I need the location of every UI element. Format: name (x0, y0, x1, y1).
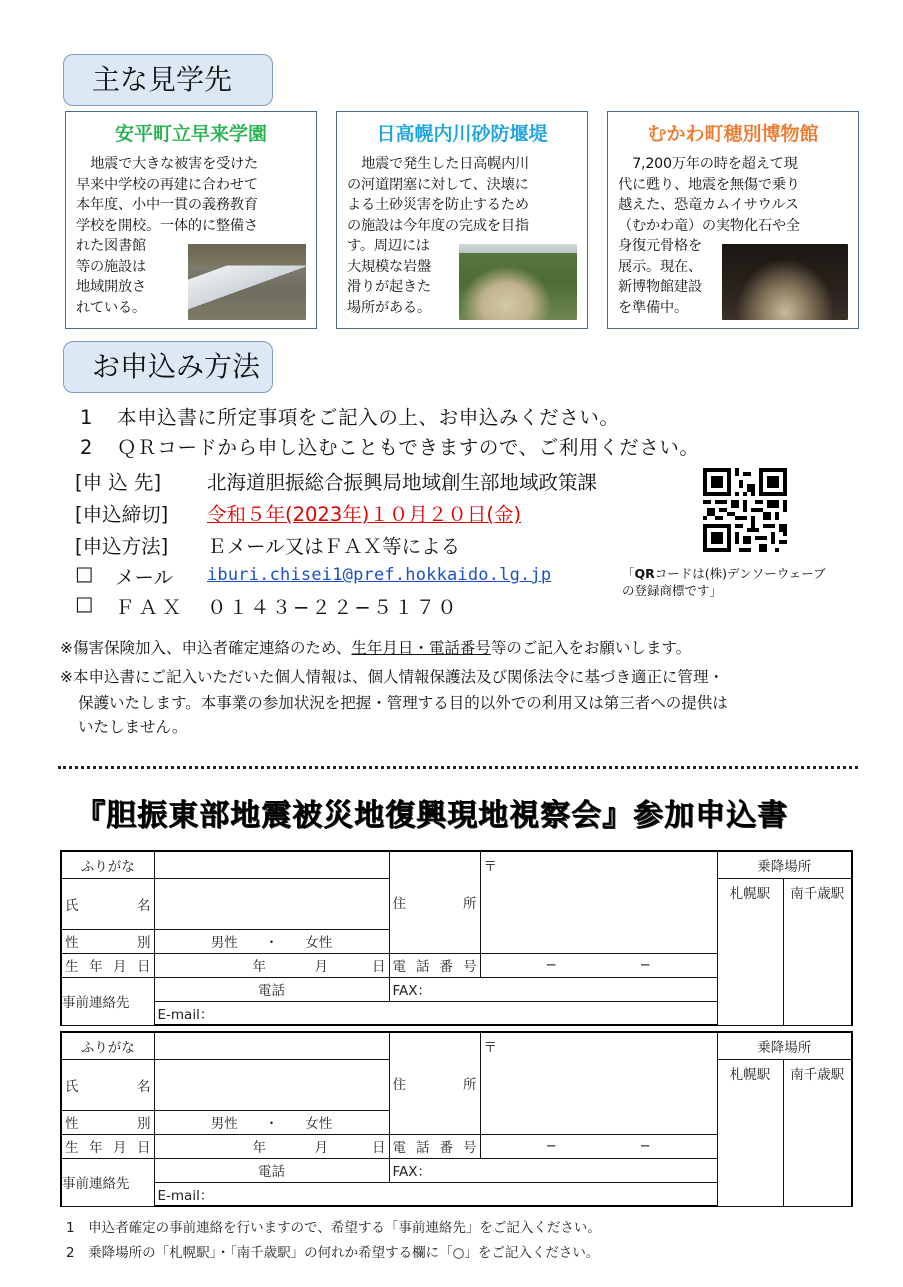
river-landslide-aerial-photo (459, 244, 577, 320)
address-input[interactable] (480, 1032, 717, 1134)
birthdate-label: 生 年 月 日 (61, 1134, 154, 1158)
postal-mark: 〒 (483, 859, 497, 875)
form-title: 『胆振東部地震被災地復興現地視察会』参加申込書 (75, 798, 788, 833)
qr-code-icon[interactable] (703, 468, 787, 552)
text-line: 地域開放さ (76, 279, 146, 295)
apply-step-1: 1 本申込書に所定事項をご記入の上、お申込みください。 (80, 406, 620, 429)
phone-input[interactable]: − − (480, 1134, 717, 1158)
method-value: Ｅメール又はＦＡＸ等による (207, 535, 461, 558)
text-line: れている。 (76, 299, 146, 316)
text-line: 地震で大きな被害を受けた (90, 156, 259, 172)
text-line: 代に甦り、地震を無傷で乗り (618, 176, 800, 193)
site-title: むかわ町穂別博物館 (647, 123, 819, 145)
boarding-header: 乗降場所 (717, 851, 852, 878)
note-insurance: ※傷害保険加入、申込者確定連絡のため、生年月日・電話番号等のご記入をお願いします。 (60, 639, 692, 657)
boarding-minamichitose[interactable]: 南千歳駅 (783, 878, 852, 1025)
text-line: よる土砂災害を防止するため (347, 197, 529, 213)
boarding-sapporo[interactable]: 札幌駅 (717, 1059, 783, 1206)
contact-email[interactable]: E-mail： (154, 1001, 717, 1025)
gender-options[interactable]: 男性 ・ 女性 (154, 1110, 389, 1134)
fax-checkbox[interactable]: □ (75, 592, 94, 615)
email-link[interactable]: iburi.chisei1@pref.hokkaido.lg.jp (207, 565, 552, 585)
application-form-entry-1 (60, 850, 853, 1026)
furigana-label: ふりがな (61, 851, 154, 878)
address-label: 住 所 (389, 851, 480, 953)
name-input[interactable] (154, 878, 389, 929)
deadline-row: [申込締切] 令和５年(2023年)１０月２０日(金) (75, 499, 521, 527)
birthdate-label: 生 年 月 日 (61, 953, 154, 977)
contact-fax[interactable]: FAX： (389, 1158, 717, 1182)
furigana-input[interactable] (154, 1032, 389, 1059)
qr-trademark-note: 「QRコードは(株)デンソーウェーブ の登録商標です」 (622, 566, 826, 598)
name-label: 氏 名 (61, 878, 154, 929)
gender-label: 性 別 (61, 1110, 154, 1134)
destination-row: [申 込 先] 北海道胆振総合振興局地域創生部地域政策課 (75, 467, 597, 495)
application-form-entry-2 (60, 1031, 853, 1207)
deadline-value: 令和５年(2023年)１０月２０日(金) (207, 503, 522, 526)
birthdate-input[interactable]: 年 月 日 (154, 1134, 389, 1158)
gender-label: 性 別 (61, 929, 154, 953)
text-line: 身復元骨格を (618, 238, 702, 254)
address-input[interactable] (480, 851, 717, 953)
mail-checkbox[interactable]: □ (75, 562, 94, 585)
method-row: [申込方法] Ｅメール又はＦＡＸ等による (75, 531, 460, 559)
gender-options[interactable]: 男性 ・ 女性 (154, 929, 389, 953)
cut-line-divider (58, 766, 858, 769)
boarding-header: 乗降場所 (717, 1032, 852, 1059)
footnote-2: 2 乗降場所の「札幌駅」・「南千歳駅」の何れか希望する欄に「○」をご記入ください。 (66, 1245, 600, 1261)
text-line: 本年度、小中一貫の義務教育 (76, 197, 258, 213)
text-line: 学校を開校。一体的に整備さ (76, 217, 258, 234)
address-label: 住 所 (389, 1032, 480, 1134)
postal-mark: 〒 (483, 1040, 497, 1056)
text-line: 展示。現在、 (618, 258, 702, 275)
contact-label: 事前連絡先 (61, 1158, 154, 1206)
contact-email[interactable]: E-mail： (154, 1182, 717, 1206)
text-line: （むかわ竜）の実物化石や全 (618, 217, 800, 234)
text-line: 滑りが起きた (347, 279, 431, 295)
boarding-sapporo[interactable]: 札幌駅 (717, 878, 783, 1025)
school-building-aerial-photo (188, 244, 306, 320)
text-line: 大規模な岩盤 (347, 258, 431, 275)
text-line: の施設は今年度の完成を目指 (347, 217, 529, 234)
name-input[interactable] (154, 1059, 389, 1110)
phone-label: 電 話 番 号 (389, 953, 480, 977)
text-line: す。周辺には (347, 238, 430, 254)
phone-label: 電 話 番 号 (389, 1134, 480, 1158)
text-line: 等の施設は (76, 258, 146, 275)
apply-step-2: 2 ＱＲコードから申し込むこともできますので、ご利用ください。 (80, 436, 700, 459)
furigana-input[interactable] (154, 851, 389, 878)
text-line: の河道閉塞に対して、決壊に (347, 176, 529, 193)
text-line: 7,200万年の時を超えて現 (632, 156, 798, 172)
contact-label: 事前連絡先 (61, 977, 154, 1025)
birthdate-input[interactable]: 年 月 日 (154, 953, 389, 977)
note-privacy-line1: ※本申込書にご記入いただいた個人情報は、個人情報保護法及び関係法令に基づき適正に管理・ (60, 668, 724, 686)
site-card-horonai-dam (336, 111, 588, 329)
phone-input[interactable]: − − (480, 953, 717, 977)
fax-number: ０１４３−２２−５１７０ (207, 596, 459, 619)
text-line: 越えた、恐竜カムイサウルス (618, 197, 799, 213)
destination-value: 北海道胆振総合振興局地域創生部地域政策課 (207, 471, 598, 494)
text-line: れた図書館 (76, 238, 146, 254)
contact-phone[interactable]: 電話 (154, 977, 389, 1001)
dinosaur-skeleton-photo (722, 244, 848, 320)
note-privacy-line2: 保護いたします。本事業の参加状況を把握・管理する目的以外での利用又は第三者への提供は (78, 694, 728, 712)
text-line: 早来中学校の再建に合わせて (76, 176, 258, 193)
text-line: 地震で発生した日高幌内川 (361, 156, 530, 172)
text-line: 場所がある。 (347, 299, 431, 316)
footnote-1: 1 申込者確定の事前連絡を行いますので、希望する「事前連絡先」をご記入ください。 (66, 1220, 601, 1236)
text-line: 新博物館建設 (618, 279, 702, 295)
text-line: を準備中。 (618, 299, 688, 316)
section-heading-visits: 主な見学先 (63, 54, 273, 106)
name-label: 氏 名 (61, 1059, 154, 1110)
section-heading-apply: お申込み方法 (63, 341, 273, 393)
mail-row: □ メール iburi.chisei1@pref.hokkaido.lg.jp (75, 562, 552, 589)
furigana-label: ふりがな (61, 1032, 154, 1059)
site-card-hayakita (65, 111, 317, 329)
fax-row: □ ＦＡＸ ０１４３−２２−５１７０ (75, 592, 459, 619)
note-privacy-line3: いたしません。 (78, 718, 188, 736)
contact-phone[interactable]: 電話 (154, 1158, 389, 1182)
site-title: 安平町立早来学園 (114, 123, 267, 145)
boarding-minamichitose[interactable]: 南千歳駅 (783, 1059, 852, 1206)
site-card-hobetsu-museum (607, 111, 859, 329)
contact-fax[interactable]: FAX： (389, 977, 717, 1001)
site-title: 日高幌内川砂防堰堤 (376, 123, 548, 145)
